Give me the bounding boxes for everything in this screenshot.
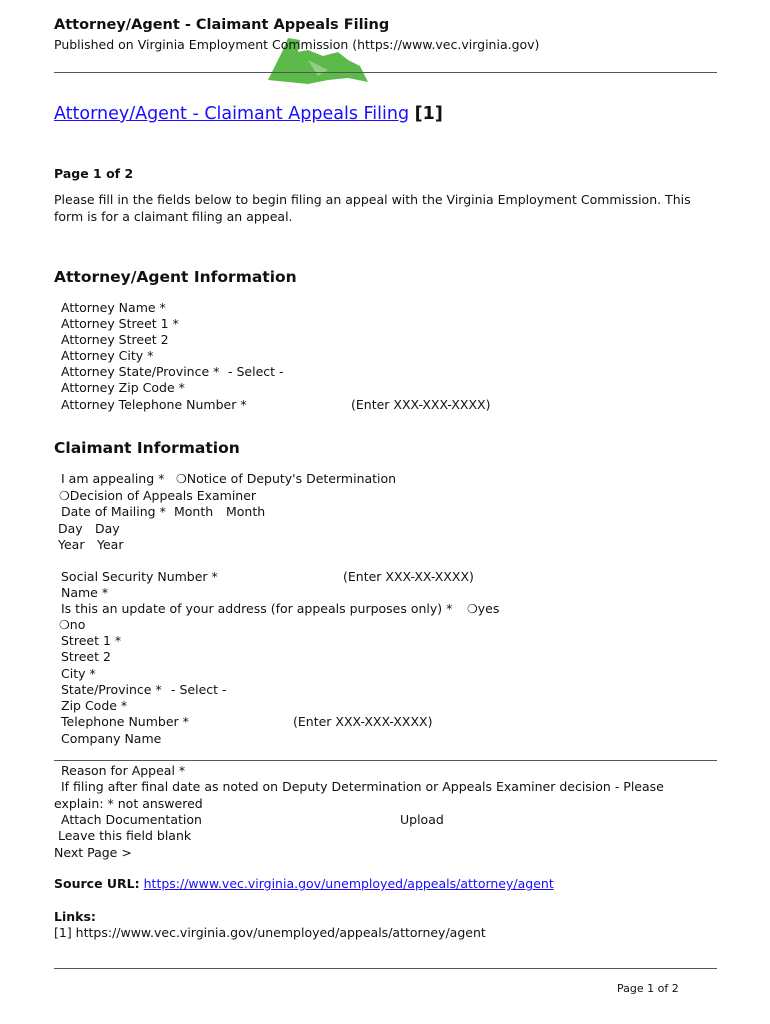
reason-label: Reason for Appeal * [61,763,186,778]
state-select[interactable]: - Select - [171,682,227,697]
radio-no-label: no [69,617,86,632]
month-select-2[interactable]: Month [226,504,266,519]
attorney-section-heading: Attorney/Agent Information [54,268,297,286]
radio-icon: ❍ [59,489,70,503]
page-title-ref: [1] [414,104,443,124]
attorney-zip-label: Attorney Zip Code * [61,380,185,395]
radio-icon: ❍ [176,472,187,486]
source-url-label: Source URL: [54,876,140,891]
link-item-1: [1] https://www.vec.virginia.gov/unemployed/appeals/attorney/agent [54,925,486,940]
late-filing-line-2 [54,796,203,811]
month-select-1[interactable]: Month [174,504,214,519]
year-select-1[interactable]: Year [58,537,85,552]
footer-page-number: Page 1 of 2 [617,982,679,995]
header-published: Published on Virginia Employment Commission (https://www.vec.virginia.gov) [54,37,540,52]
city-label: City * [61,666,96,681]
radio-icon: ❍ [467,602,478,616]
source-url-line [54,876,554,891]
attorney-phone-hint: (Enter XXX-XXX-XXXX) [351,397,491,412]
ssn-label: Social Security Number * [61,569,218,584]
attorney-name-label: Attorney Name * [61,300,166,315]
zip-label: Zip Code * [61,698,128,713]
attach-documentation-label: Attach Documentation [61,812,202,827]
source-url-link[interactable]: https://www.vec.virginia.gov/unemployed/appeals/attorney/agent [143,876,554,891]
attorney-state-label: Attorney State/Province * [61,364,220,379]
late-filing-line-1: If filing after final date as noted on Deputy Determination or Appeals Examiner decision - Please [61,779,664,794]
year-select-2[interactable]: Year [97,537,124,552]
day-select-2[interactable]: Day [95,521,120,536]
ssn-hint: (Enter XXX-XX-XXXX) [343,569,474,584]
next-page-button[interactable]: Next Page > [54,845,132,860]
radio-deputy-label: Notice of Deputy's Determination [186,471,397,486]
radio-examiner-label: Decision of Appeals Examiner [69,488,257,503]
state-label: State/Province * [61,682,162,697]
radio-icon: ❍ [59,618,70,632]
day-select-1[interactable]: Day [58,521,83,536]
page-title-link[interactable]: Attorney/Agent - Claimant Appeals Filing [54,104,410,124]
phone-hint: (Enter XXX-XXX-XXXX) [293,714,433,729]
late-filing-explain-label: explain: * [54,796,114,811]
footer-divider [54,968,717,969]
radio-appeals-examiner[interactable] [59,488,256,503]
upload-button[interactable]: Upload [400,812,444,827]
links-label: Links: [54,909,96,924]
attorney-city-label: Attorney City * [61,348,154,363]
attorney-street2-label: Attorney Street 2 [61,332,169,347]
radio-deputy-determination[interactable] [176,471,396,486]
claimant-section-heading: Claimant Information [54,439,240,457]
attorney-phone-label: Attorney Telephone Number * [61,397,247,412]
header-title: Attorney/Agent - Claimant Appeals Filing [54,17,390,33]
page-indicator: Page 1 of 2 [54,166,134,181]
radio-no[interactable] [59,617,85,632]
radio-yes[interactable] [467,601,499,616]
leave-blank-label: Leave this field blank [58,828,192,843]
mailing-date-label: Date of Mailing * [61,504,166,519]
attorney-state-select[interactable]: - Select - [228,364,284,379]
claimant-name-label: Name * [61,585,109,600]
street2-label: Street 2 [61,649,111,664]
appealing-label: I am appealing * [61,471,165,486]
late-filing-answer: not answered [117,796,203,811]
phone-label: Telephone Number * [61,714,189,729]
address-update-label: Is this an update of your address (for appeals purposes only) * [61,601,453,616]
page-title [54,104,443,124]
company-label: Company Name [61,731,162,746]
intro-line-1: Please fill in the fields below to begin filing an appeal with the Virginia Employment Commission. This [54,192,691,207]
radio-yes-label: yes [477,601,500,616]
header-divider [54,72,717,73]
street1-label: Street 1 * [61,633,122,648]
intro-line-2: form is for a claimant filing an appeal. [54,209,293,224]
section-divider [54,760,717,761]
attorney-street1-label: Attorney Street 1 * [61,316,179,331]
